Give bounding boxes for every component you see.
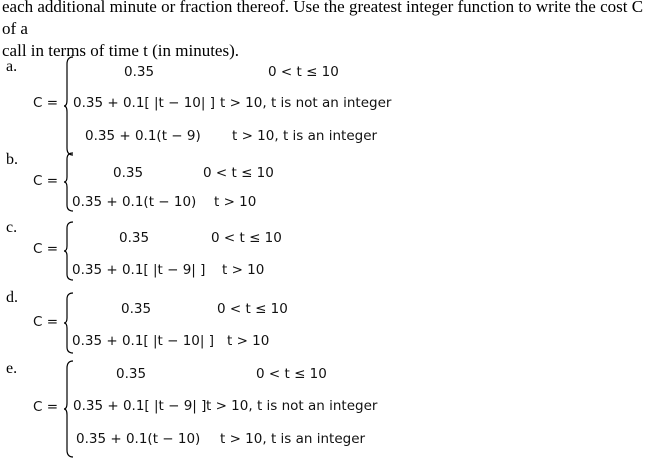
choice-b-row2-expr: 0.35 + 0.1(t − 10)	[72, 194, 197, 210]
choice-e-row2-cond: t > 10, t is not an integer	[206, 398, 378, 414]
choice-a-row2-expr: 0.35 + 0.1[ |t − 10| ]	[73, 95, 216, 111]
choice-e-row3-cond: t > 10, t is an integer	[220, 431, 366, 447]
choice-c-label: c.	[6, 219, 18, 236]
choice-b-label: b.	[6, 151, 18, 168]
question-line-2: call in terms of time t (in minutes).	[2, 41, 240, 60]
choice-b-lhs: C =	[33, 173, 59, 189]
question-text	[2, 0, 652, 62]
choice-d-row2-expr: 0.35 + 0.1[ |t − 10| ]	[72, 333, 215, 349]
choice-a-row1-expr: 0.35	[124, 64, 155, 80]
choice-a-row1-cond: 0 < t ≤ 10	[268, 64, 339, 80]
choice-e-label: e.	[6, 360, 18, 377]
choice-c-row1-expr: 0.35	[119, 230, 150, 246]
choice-e-lhs: C =	[33, 399, 59, 415]
choice-b-row1-expr: 0.35	[113, 165, 144, 181]
choice-b-row2-cond: t > 10	[214, 194, 257, 210]
choice-e-row3-expr: 0.35 + 0.1(t − 10)	[76, 431, 201, 447]
choice-a-row3-expr: 0.35 + 0.1(t − 9)	[85, 128, 201, 144]
choice-c-lhs: C =	[33, 241, 59, 257]
choice-a-row2-cond: t > 10, t is not an integer	[220, 95, 392, 111]
choice-d-label: d.	[6, 289, 18, 306]
question-line-1: each additional minute or fraction thereof. Use the greatest integer function to write the cost C of a	[2, 0, 644, 38]
choice-d-row1-cond: 0 < t ≤ 10	[217, 301, 288, 317]
choice-d-row1-expr: 0.35	[121, 301, 152, 317]
choice-e-row2-expr: 0.35 + 0.1[ |t − 9| ]	[73, 398, 207, 414]
choice-a-label: a.	[6, 58, 18, 75]
choice-b-row1-cond: 0 < t ≤ 10	[203, 165, 274, 181]
choice-c-row1-cond: 0 < t ≤ 10	[211, 230, 282, 246]
choice-e-brace	[64, 360, 73, 458]
choice-c-row2-cond: t > 10	[222, 262, 265, 278]
choice-a-brace	[64, 56, 73, 156]
choice-e-row1-cond: 0 < t ≤ 10	[256, 366, 327, 382]
choice-d-lhs: C =	[33, 314, 59, 330]
choice-e-row1-expr: 0.35	[116, 366, 147, 382]
choice-d-row2-cond: t > 10	[227, 333, 270, 349]
choice-c-row2-expr: 0.35 + 0.1[ |t − 9| ]	[72, 262, 206, 278]
choice-a-row3-cond: t > 10, t is an integer	[232, 128, 378, 144]
choice-a-lhs: C =	[33, 95, 59, 111]
